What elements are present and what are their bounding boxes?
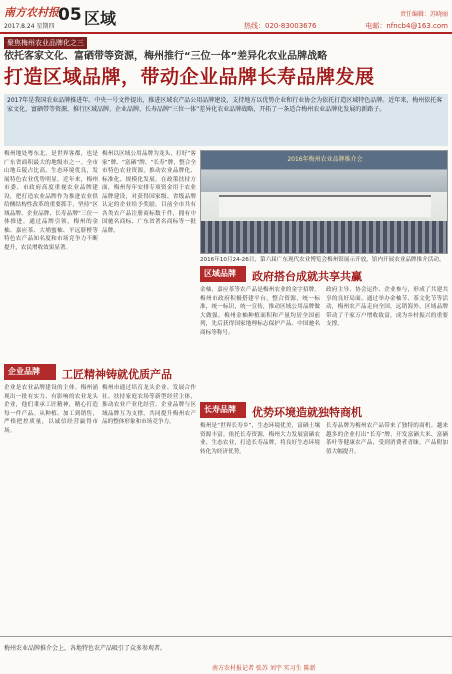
issue-date: 2017.8.24 星期四 xyxy=(4,23,55,30)
article-deck: 依托客家文化、富硒带等资源，梅州推行“三位一体”差异化农业品牌战略 xyxy=(4,51,328,62)
photo-audience xyxy=(201,221,448,254)
photo-caption: 2016年10月24-26日，第六届广东现代农业博览会梅州馆展示开放，馆内开展农业品牌推介活动。 xyxy=(200,257,445,263)
article-column-2: 梅州以区域公用品牌为龙头，打好“客家”牌、“富硒”牌、“长寿”牌，整合全市特色农业资源，推动农业品牌化、标准化、规模化发展。在政策扶持方面，梅州每年安排专项资金用于农业品牌建设，对获得国家级、省级品牌认定的企业给予奖励。目前全市共有各类农产品注册商标数千件，拥有中国驰名商标、广东省著名商标等一批品牌。 xyxy=(102,151,196,234)
regional-body-left: 金柚、嘉应茶等农产品是梅州农业的金字招牌。梅州市政府积极搭建平台，整合资源，统一标准，统一标识，统一宣传，推动区域公用品牌做大做强。梅州金柚种植面积和产量均居全国前列，先后获得国家地理标志保护产品、中国驰名商标等称号。 xyxy=(200,287,320,336)
longevity-body-right: 长寿品牌为梅州农产品带来了独特的商机。越来越多的企业打出“长寿”牌，开发富硒大米、富硒茶叶等健康农产品，受到消费者青睐，产品附加值大幅提升。 xyxy=(326,423,448,455)
longevity-body-left: 梅州是“世界长寿乡”，生态环境优美，富硒土壤资源丰富。依托长寿资源，梅州大力发展富硒农业、生态农业，打造长寿品牌，将良好生态环境转化为经济优势。 xyxy=(200,423,320,455)
section-name: 区域 xyxy=(84,9,117,28)
reporter-credits: 南方农村报记者 张苏 刘宇 实习生 陈新 xyxy=(212,665,316,672)
editor-email: 电邮：nfncb4@163.com xyxy=(365,22,448,30)
enterprise-body-right: 梅州市通过培育龙头企业、发展合作社、扶持家庭农场等新型经营主体，推动农业产业化经营。企业品牌与区域品牌互为支撑，共同提升梅州农产品的整体形象和市场竞争力。 xyxy=(102,385,196,425)
conference-photo xyxy=(200,150,448,254)
section-title-longevity: 优势环境造就独特商机 xyxy=(252,406,362,419)
editor-credit: 责任编辑：苏晓丽 xyxy=(399,11,448,18)
newspaper-logo: 南方农村报 xyxy=(4,6,59,19)
article-column-1: 梅州地处粤东北，是世界客都，也是广东省面积最大的地级市之一。全市山地丘陵占比高，生态环境优良，发展特色农业优势明显。近年来，梅州市委、市政府高度重视农业品牌建设，把打造农业品牌作为推进农业供给侧结构性改革的重要抓手，坚持“区域品牌、企业品牌、长寿品牌”三位一体推进。通过品牌引领，梅州的金柚、嘉应茶、大埔蜜柚、平远脐橙等特色农产品知名度和市场竞争力不断提升，农民增收效果显著。 xyxy=(4,151,98,251)
page-footer xyxy=(0,636,452,674)
article-headline: 打造区域品牌，带动企业品牌长寿品牌发展 xyxy=(4,66,375,88)
section-label-longevity: 长寿品牌 xyxy=(200,402,246,418)
enterprise-body-left: 企业是农业品牌建设的主体。梅州涌现出一批有实力、有影响的农业龙头企业，他们秉承工匠精神，精心打造每一件产品。从种植、加工到销售，严格把控质量，以诚信经营赢得市场。 xyxy=(4,385,98,434)
section-label-regional: 区域品牌 xyxy=(200,266,246,282)
article-lead: 2017年是我国农业品牌推进年。中央一号文件提出，推进区域农产品公用品牌建设，支持地方以优势企业和行业协会为依托打造区域特色品牌。近年来，梅州依托客家文化、富硒带等资源，推行区域品牌、企业品牌、长寿品牌“三位一体”差异化农业品牌战略，开拓了一条适合梅州农业品牌化发展的新路子。 xyxy=(4,94,448,146)
section-title-regional: 政府搭台成就共享共赢 xyxy=(252,270,362,283)
photo-stage xyxy=(219,195,431,217)
section-label-enterprise: 企业品牌 xyxy=(4,364,56,380)
photo-banner-text: 2016年梅州农业品牌推介会 xyxy=(287,156,363,163)
series-kicker: 聚焦梅州农业品牌化之三 xyxy=(4,37,87,49)
section-title-enterprise: 工匠精神铸就优质产品 xyxy=(62,368,172,381)
bottom-note: 梅州农业品牌推介会上，各地特色农产品吸引了众多参观者。 xyxy=(4,645,167,652)
regional-body-right: 政府主导、协会运作、企业参与，形成了共建共享的良好局面。通过举办金柚节、茶文化节等活动，梅州农产品走向全国，远销海外。区域品牌带动了千家万户增收致富，成为乡村振兴的重要支撑。 xyxy=(326,287,448,327)
masthead xyxy=(0,0,452,34)
page-number: 05 xyxy=(58,5,82,25)
hotline: 热线：020-83003676 xyxy=(244,22,317,30)
